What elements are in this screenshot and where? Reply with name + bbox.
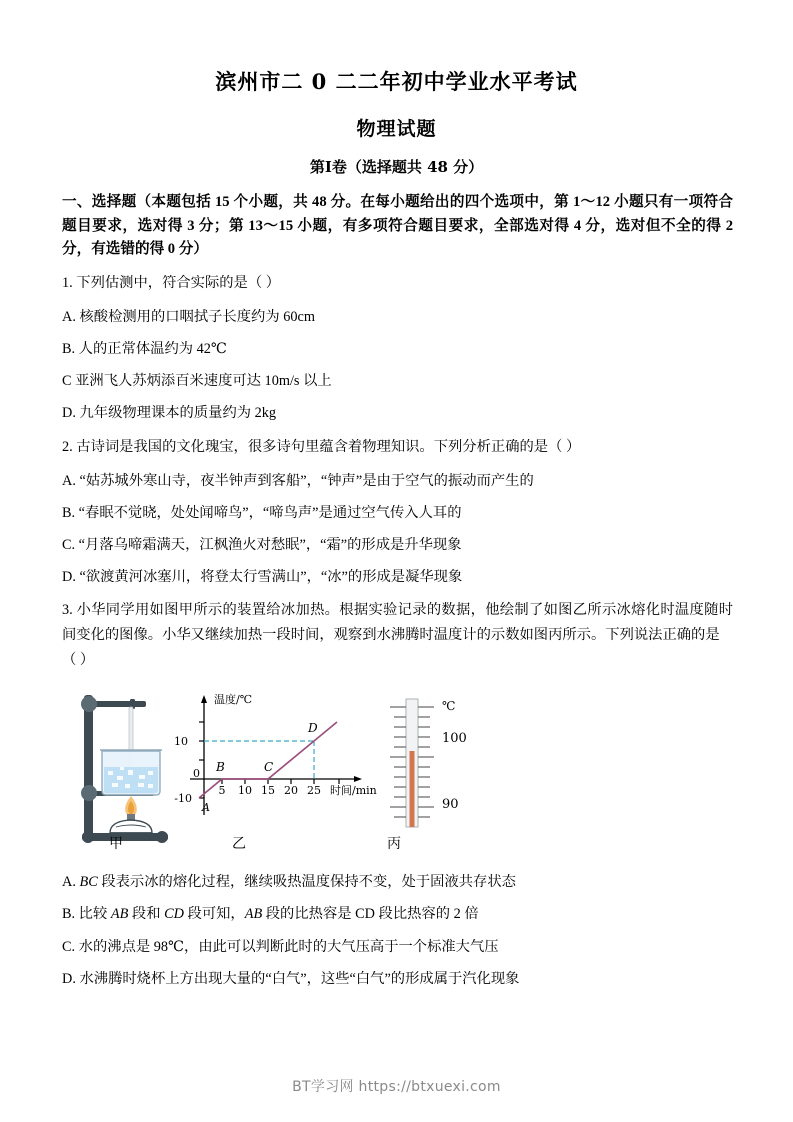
figure-caption-jia: 甲: [109, 836, 123, 853]
stand-ring-knob: [81, 785, 97, 801]
y-tick-label-minus10: -10: [174, 792, 192, 806]
page-subtitle: 物理试题: [356, 118, 437, 140]
y-tick-label-0: 0: [193, 767, 200, 781]
x-tick-label-10: 10: [238, 784, 252, 798]
x-axis-label: 时间/min: [330, 784, 377, 798]
point-label-d: D: [308, 721, 318, 736]
figure-caption-bing: 丙: [387, 836, 401, 853]
point-label-c: C: [264, 760, 274, 775]
question-2-option-a[interactable]: A. “姑苏城外寒山寺，夜半钟声到客船”，“钟声”是由于空气的振动而产生的: [62, 472, 534, 489]
question-2-option-c[interactable]: C. “月落乌啼霜满天，江枫渔火对愁眠”，“霜”的形成是升华现象: [62, 536, 462, 553]
opt-a-text: 段表示冰的熔化过程，继续吸热温度保持不变，处于固液共存状态: [97, 874, 516, 891]
temperature-time-chart: [162, 687, 382, 857]
x-axis-arrow: [354, 776, 362, 782]
figure-captions: [62, 833, 733, 859]
thermometer-svg: [380, 685, 500, 855]
x-tick-label-20: 20: [284, 784, 298, 798]
question-3-figures: [62, 683, 733, 861]
stand-top-knob: [81, 696, 97, 712]
exam-content: [0, 191, 793, 990]
question-3-option-a[interactable]: [62, 871, 733, 893]
thermometer-left-ticks: [390, 707, 406, 817]
question-3-option-d[interactable]: [62, 968, 733, 990]
question-3-stem: [62, 598, 733, 673]
figure-caption-yi: 乙: [232, 836, 246, 853]
page-title: 滨州市二 0 二二年初中学业水平考试: [215, 69, 578, 94]
opt-b-text-2: 段可知，: [183, 906, 245, 923]
y-axis-arrow: [201, 695, 207, 703]
section-title: 第Ⅰ卷（选择题共 48 分）: [309, 158, 484, 176]
thermometer-column: [410, 751, 415, 827]
stand-vertical-rod: [84, 695, 93, 837]
thermometer-unit-label: ℃: [442, 699, 456, 714]
opt-c-text: 水的沸点是 98℃，由此可以判断此时的大气压高于一个标准大气压: [78, 938, 499, 955]
question-1-stem: 1. 下列估测中，符合实际的是（ ）: [62, 274, 281, 291]
point-label-a: A: [202, 801, 210, 815]
opt-b-text-3: 段的比热容是 CD 段比热容的 2 倍: [262, 906, 479, 923]
question-2-option-d[interactable]: D. “欲渡黄河冰塞川，将登太行雪满山”，“冰”的形成是凝华现象: [62, 569, 463, 586]
figure-thermometer-bing: [380, 685, 500, 855]
opt-b-prefix: B. 比较: [62, 906, 111, 923]
question-3-stem-text: 3. 小华同学用如图甲所示的装置给冰加热。根据实验记录的数据，他绘制了如图乙所示冰熔化时温度随时间变化的图像。小华又继续加热一段时间，观察到水沸腾时温度计的示数如图丙所示。下列说法正确的是: [62, 602, 733, 644]
question-1-option-a[interactable]: A. 核酸检测用的口咽拭子长度约为 60cm: [62, 308, 315, 325]
opt-b-italic-2: CD: [164, 906, 184, 923]
lamp-wick-holder: [127, 814, 135, 820]
opt-b-text-1: 段和: [128, 906, 165, 923]
thermometer-label-90: 90: [442, 797, 459, 813]
question-2-stem: 2. 古诗词是我国的文化瑰宝，很多诗句里蕴含着物理知识。下列分析正确的是（ ）: [62, 438, 581, 455]
question-1-option-d[interactable]: D. 九年级物理课本的质量约为 2kg: [62, 405, 277, 422]
point-label-b: B: [216, 760, 225, 775]
footer-watermark: BT学习网 https://btxuexi.com: [292, 1079, 501, 1095]
x-tick-label-15: 15: [261, 784, 275, 798]
opt-d-prefix: D.: [62, 970, 80, 987]
question-3-stem-blank: （ ）: [62, 652, 95, 669]
opt-a-prefix: A.: [62, 874, 80, 891]
instructions-paragraph: 一、选择题（本题包括 15 个小题，共 48 分。在每小题给出的四个选项中，第 1～12 小题只有一项符合题目要求，选对得 3 分；第 13～15 小题，有多项符合题目要求，全部选对得 4 分，选对但不全的得 2 分，有选错的得 0 分）: [62, 194, 733, 258]
figure-graph-yi: [162, 687, 382, 857]
thermometer-right-ticks: [418, 707, 434, 817]
question-1-option-c[interactable]: C 亚洲飞人苏炳添百米速度可达 10m/s 以上: [62, 373, 332, 390]
thermometer-label-100: 100: [442, 731, 467, 747]
opt-b-italic-3: AB: [244, 906, 263, 923]
x-tick-label-25: 25: [307, 784, 321, 798]
question-3-option-b[interactable]: [62, 903, 733, 925]
question-3-option-c[interactable]: [62, 936, 733, 958]
question-1-option-b[interactable]: B. 人的正常体温约为 42℃: [62, 341, 227, 358]
opt-a-italic: BC: [79, 874, 98, 891]
y-axis-label: 温度/℃: [214, 693, 253, 707]
y-tick-label-10: 10: [174, 735, 188, 749]
question-2-option-b[interactable]: B. “春眠不觉晓，处处闻啼鸟”，“啼鸟声”是通过空气传入人耳的: [62, 504, 462, 521]
x-tick-label-5: 5: [218, 784, 226, 798]
opt-d-text: 水沸腾时烧杯上方出现大量的“白气”，这些“白气”的形成属于汽化现象: [79, 970, 520, 987]
opt-c-prefix: C.: [62, 938, 79, 955]
opt-b-italic-1: AB: [110, 906, 129, 923]
